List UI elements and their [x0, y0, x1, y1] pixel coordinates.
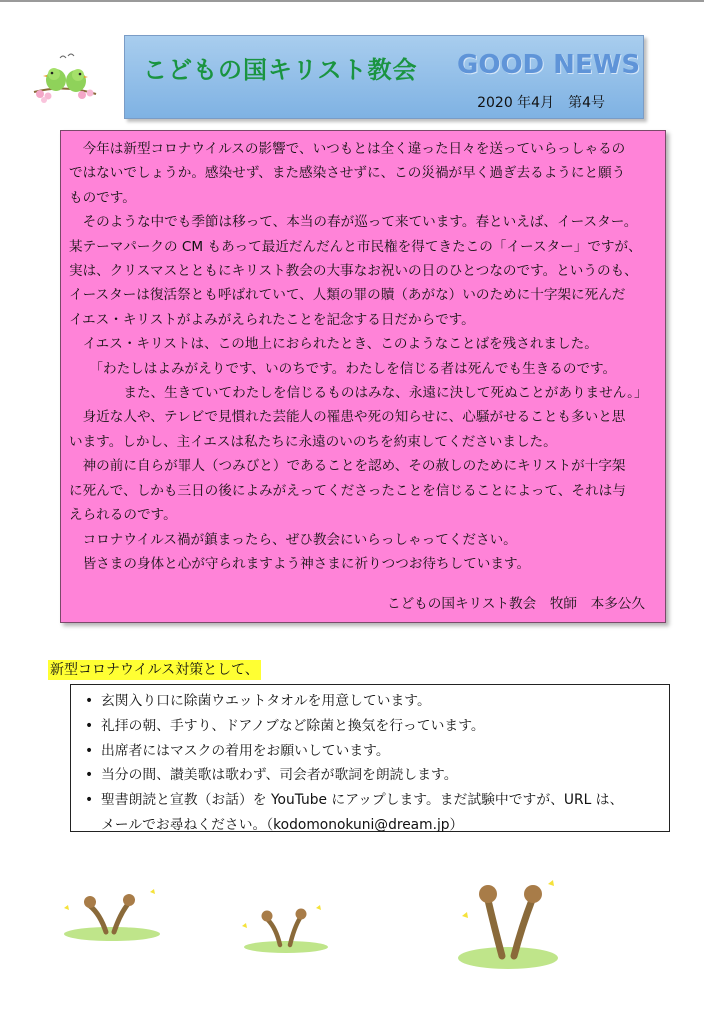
list-item — [83, 739, 661, 764]
bullet: • — [85, 693, 94, 709]
pastor-signature: こどもの国キリスト教会 牧師 本多公久 — [386, 596, 645, 612]
list-item — [83, 689, 661, 714]
message-line: そのような中でも季節は移って、本当の春が巡って来ています。春といえば、イースター。 — [69, 214, 638, 231]
fern-sprout-icon — [50, 884, 170, 944]
message-line: イエス・キリストは、この地上におられたとき、このようなことばを残されました。 — [69, 336, 598, 353]
bullet: • — [85, 717, 94, 734]
list-item — [83, 714, 661, 739]
message-line: 皆さまの身体と心が守られますよう神さまに祈りつつお待ちしています。 — [69, 555, 531, 572]
message-line: 某テーマパークの CM もあって最近だんだんと市民権を得てきたこの「イースター」ですが、 — [69, 238, 642, 255]
bullet: • — [85, 792, 94, 809]
list-item-text: 聖書朗読と宣教（お話）を YouTube にアップします。まだ試験中ですが、URL は、 — [101, 792, 624, 809]
pastor-message-box — [60, 130, 666, 623]
measures-list-box — [70, 684, 670, 832]
list-item-continuation: メールでお尋ねください。（kodomonokuni@dream.jp） — [101, 816, 464, 833]
message-line: コロナウイルス禍が鎮まったら、ぜひ教会にいらっしゃってください。 — [69, 531, 517, 548]
list-item-text: 出席者にはマスクの着用をお願いしています。 — [101, 742, 390, 759]
message-line: ではないでしょうか。感染せず、また感染させずに、この災禍が早く過ぎ去るようにと願う — [69, 165, 626, 182]
list-item-text: 当分の間、讃美歌は歌わず、司会者が歌詞を朗読します。 — [101, 767, 458, 784]
message-line: 神の前に自らが罪人（つみびと）であることを認め、その赦しのためにキリストが十字架 — [69, 458, 626, 475]
list-item-text: 礼拝の朝、手すり、ドアノブなど除菌と換気を行っています。 — [101, 717, 485, 734]
message-line: また、生きていてわたしを信じるものはみな、永遠に決して死ぬことがありません。」 — [69, 385, 648, 402]
bullet: • — [85, 767, 94, 784]
measures-heading: 新型コロナウイルス対策として、 — [50, 662, 259, 678]
message-line: ものです。 — [69, 189, 136, 206]
message-line: イースターは復活祭とも呼ばれていて、人類の罪の贖（あがな）いのために十字架に死んだ — [69, 287, 626, 304]
fern-sprout-icon — [452, 876, 564, 972]
measures-list — [83, 689, 661, 838]
message-line: えられるのです。 — [69, 507, 177, 524]
list-item — [83, 788, 661, 838]
good-news-title: GOOD NEWS — [457, 50, 641, 80]
message-line: に死んで、しかも三日の後によみがえってくださったことを信じることによって、それは与 — [69, 482, 626, 499]
newsletter-header — [124, 35, 644, 119]
list-item-text: 玄関入り口に除菌ウエットタオルを用意しています。 — [101, 693, 431, 709]
message-line: います。しかし、主イエスは私たちに永遠のいのちを約束してくださいました。 — [69, 433, 557, 450]
birds-on-branch-icon — [30, 50, 100, 106]
bullet: • — [85, 742, 94, 759]
message-line: 実は、クリスマスとともにキリスト教会の大事なお祝いの日のひとつなのです。というのも、 — [69, 263, 638, 280]
message-line: 「わたしはよみがえりです、いのちです。わたしを信じる者は死んでも生きるのです。 — [69, 360, 617, 377]
church-title: こどもの国キリスト教会 — [143, 56, 418, 84]
message-line: 今年は新型コロナウイルスの影響で、いつもとは全く違った日々を送っていらっしゃるの — [69, 141, 626, 157]
fern-sprout-icon — [234, 900, 334, 956]
issue-date: 2020 年4月 第4号 — [477, 95, 605, 111]
message-line: 身近な人や、テレビで見慣れた芸能人の罹患や死の知らせに、心騒がせることも多いと思 — [69, 409, 626, 426]
list-item — [83, 763, 661, 788]
top-rule — [0, 0, 704, 2]
message-line: イエス・キリストがよみがえられたことを記念する日だからです。 — [69, 311, 475, 328]
